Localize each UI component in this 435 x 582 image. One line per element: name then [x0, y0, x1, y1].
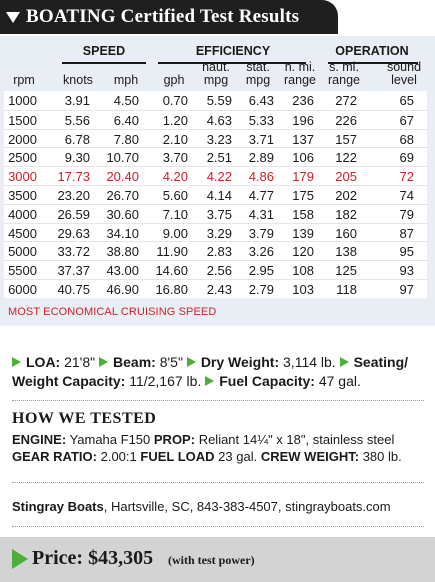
column-header-stat-mpg: stat. mpg: [245, 60, 271, 87]
cell-stat-mpg: 3.71: [248, 131, 274, 147]
arrow-right-icon: [12, 549, 28, 569]
fuel-load-label: FUEL LOAD: [140, 449, 215, 464]
cell-stat-mpg: 2.89: [248, 150, 274, 166]
cell-gph: 4.20: [162, 169, 188, 185]
builder-name: Stingray Boats: [12, 499, 104, 514]
how-we-tested-heading: HOW WE TESTED: [12, 410, 157, 427]
table-body: [4, 91, 427, 298]
cell-gph: 1.20: [162, 112, 188, 128]
table-row: [4, 166, 427, 185]
cell-rpm: 1500: [8, 112, 37, 128]
cell-smi-range: 205: [335, 169, 357, 185]
cell-smi-range: 125: [335, 263, 357, 279]
spec-seating-value: 11/2,167 lb.: [129, 373, 202, 389]
cell-gph: 7.10: [162, 206, 188, 222]
cell-smi-range: 202: [335, 188, 357, 203]
cell-knots: 29.63: [57, 225, 90, 241]
cell-mph: 34.10: [106, 225, 139, 241]
gear-ratio-value: 2.00:1: [100, 449, 137, 464]
price-label: Price: $43,305: [32, 547, 154, 569]
cell-gph: 11.90: [156, 244, 188, 260]
cell-gph: 3.70: [162, 150, 188, 166]
group-header-efficiency: EFFICIENCY: [195, 44, 271, 58]
cell-rpm: 5000: [8, 244, 37, 260]
cell-gph: 2.10: [162, 131, 188, 147]
cell-rpm: 1000: [8, 93, 37, 108]
cell-smi-range: 138: [335, 244, 357, 260]
cell-nmi-range: 139: [292, 225, 314, 241]
table-row: [4, 260, 427, 279]
cell-sound: 67: [399, 112, 414, 128]
cell-smi-range: 272: [335, 93, 357, 108]
cell-nmi-range: 137: [292, 131, 314, 147]
spec-dry-weight-value: 3,114 lb.: [283, 354, 336, 370]
cell-knots: 23.20: [57, 188, 90, 203]
cell-smi-range: 122: [335, 150, 357, 166]
column-header-naut-mpg: naut. mpg: [202, 60, 230, 87]
crew-weight-value: 380 lb.: [362, 449, 402, 464]
cell-sound: 79: [399, 206, 414, 222]
cell-smi-range: 160: [335, 225, 357, 241]
cell-gph: 14.60: [155, 263, 188, 279]
column-header-rpm: rpm: [13, 73, 35, 87]
divider: [12, 482, 424, 483]
engine-value: Yamaha F150: [69, 432, 151, 447]
cell-stat-mpg: 6.43: [248, 93, 274, 108]
cell-mph: 4.50: [113, 93, 139, 108]
cell-knots: 5.56: [64, 112, 90, 128]
cell-mph: 10.70: [106, 150, 139, 166]
arrow-right-icon: [205, 376, 214, 386]
cell-nmi-range: 175: [292, 188, 314, 203]
spec-loa-label: LOA:: [26, 354, 61, 370]
cell-nmi-range: 120: [292, 244, 314, 260]
column-header-knots: knots: [63, 73, 93, 87]
page-title: BOATING Certified Test Results: [26, 6, 300, 27]
cell-naut-mpg: 4.22: [206, 169, 232, 185]
specs-block: [12, 353, 422, 391]
table-row: [4, 185, 427, 204]
cell-naut-mpg: 2.56: [206, 263, 232, 279]
cell-nmi-range: 106: [292, 150, 314, 166]
cell-gph: 5.60: [162, 188, 188, 203]
cell-stat-mpg: 3.79: [248, 225, 274, 241]
table-row: [4, 129, 427, 148]
cell-knots: 33.72: [57, 244, 90, 260]
cell-nmi-range: 196: [292, 112, 314, 128]
cell-smi-range: 182: [335, 206, 357, 222]
cell-sound: 74: [399, 188, 414, 203]
cell-mph: 26.70: [106, 188, 139, 203]
spec-beam-label: Beam:: [113, 354, 156, 370]
cell-stat-mpg: 5.33: [248, 112, 274, 128]
cell-mph: 38.80: [106, 244, 139, 260]
price-note: (with test power): [168, 553, 255, 567]
cell-stat-mpg: 3.26: [248, 244, 274, 260]
spec-loa-value: 21'8": [64, 354, 96, 370]
cell-rpm: 2000: [8, 131, 37, 147]
divider: [12, 526, 424, 527]
cell-naut-mpg: 5.59: [206, 93, 232, 108]
cell-stat-mpg: 4.86: [248, 169, 274, 185]
group-rule-speed: [62, 62, 146, 64]
how-we-tested-body: [12, 431, 424, 465]
cell-sound: 69: [399, 150, 414, 166]
cell-naut-mpg: 4.63: [206, 112, 232, 128]
cell-knots: 3.91: [64, 93, 90, 108]
cell-sound: 87: [399, 225, 414, 241]
cell-naut-mpg: 3.75: [206, 206, 232, 222]
column-header-gph: gph: [163, 73, 185, 87]
cell-naut-mpg: 2.83: [206, 244, 232, 260]
cell-knots: 26.59: [57, 206, 90, 222]
table-row: [4, 279, 427, 298]
arrow-right-icon: [99, 357, 108, 367]
cell-gph: 9.00: [162, 225, 188, 241]
crew-weight-label: CREW WEIGHT:: [260, 449, 360, 464]
engine-label: ENGINE:: [12, 432, 67, 447]
cell-smi-range: 118: [336, 282, 357, 297]
cell-stat-mpg: 2.79: [248, 282, 274, 297]
cell-mph: 20.40: [106, 169, 139, 185]
table-row: [4, 241, 427, 260]
arrow-right-icon: [340, 357, 349, 367]
cell-nmi-range: 236: [292, 93, 314, 108]
cell-sound: 95: [399, 244, 414, 260]
spec-seating-label: Seating/ Weight Capacity:: [12, 354, 409, 389]
cell-stat-mpg: 4.77: [248, 188, 274, 203]
cell-rpm: 4000: [8, 206, 37, 222]
prop-value: Reliant 14¼" x 18", stainless steel: [198, 432, 395, 447]
divider: [12, 400, 424, 401]
cell-naut-mpg: 2.51: [206, 150, 232, 166]
cell-knots: 17.73: [57, 169, 90, 185]
cell-sound: 97: [399, 282, 414, 297]
cell-sound: 93: [399, 263, 414, 279]
arrow-right-icon: [12, 357, 21, 367]
cell-nmi-range: 179: [292, 169, 314, 185]
spec-fuel-value: 47 gal.: [318, 373, 361, 389]
cell-mph: 46.90: [106, 282, 139, 297]
column-header-sound-level: sound level: [386, 60, 422, 87]
table-row: [4, 91, 427, 110]
test-results-table: [0, 36, 435, 326]
cell-naut-mpg: 3.29: [206, 225, 232, 241]
cell-smi-range: 226: [335, 112, 357, 128]
cell-smi-range: 157: [335, 131, 357, 147]
spec-fuel-label: Fuel Capacity:: [219, 373, 315, 389]
cell-stat-mpg: 4.31: [248, 206, 274, 222]
cell-knots: 6.78: [64, 131, 90, 147]
cell-stat-mpg: 2.95: [248, 263, 274, 279]
cell-mph: 6.40: [113, 112, 139, 128]
fuel-load-value: 23 gal.: [218, 449, 258, 464]
gear-ratio-label: GEAR RATIO:: [12, 449, 97, 464]
cell-rpm: 3000: [8, 169, 37, 185]
column-header-smi-range: s. mi. range: [328, 60, 360, 87]
prop-label: PROP:: [153, 432, 196, 447]
group-header-operation: OPERATION: [335, 44, 409, 58]
cell-knots: 9.30: [64, 150, 90, 166]
cell-knots: 40.75: [57, 282, 90, 297]
column-header-nmi-range: n. mi. range: [284, 60, 316, 87]
cell-rpm: 2500: [8, 150, 37, 166]
cell-knots: 37.37: [57, 263, 90, 279]
table-row: [4, 147, 427, 166]
cell-rpm: 4500: [8, 225, 37, 241]
footnote: MOST ECONOMICAL CRUISING SPEED: [8, 306, 217, 318]
cell-mph: 43.00: [106, 263, 139, 279]
triangle-down-icon: [6, 12, 20, 23]
cell-rpm: 5500: [8, 263, 37, 279]
table-row: [4, 223, 427, 242]
cell-sound: 65: [399, 93, 414, 108]
cell-sound: 68: [399, 131, 414, 147]
cell-naut-mpg: 2.43: [206, 282, 232, 297]
arrow-right-icon: [187, 357, 196, 367]
cell-nmi-range: 103: [292, 282, 314, 297]
cell-gph: 16.80: [155, 282, 188, 297]
cell-mph: 30.60: [106, 206, 139, 222]
builder-info: [12, 499, 391, 514]
title-bar: [0, 0, 338, 34]
column-header-mph: mph: [113, 73, 139, 87]
cell-naut-mpg: 3.23: [206, 131, 232, 147]
cell-nmi-range: 158: [292, 206, 314, 222]
cell-rpm: 6000: [8, 282, 37, 297]
spec-beam-value: 8'5": [159, 354, 183, 370]
cell-rpm: 3500: [8, 188, 37, 203]
spec-dry-weight-label: Dry Weight:: [200, 354, 280, 370]
table-row: [4, 110, 427, 129]
cell-nmi-range: 108: [292, 263, 314, 279]
table-row: [4, 204, 427, 223]
cell-sound: 72: [399, 169, 414, 185]
cell-gph: 0.70: [162, 93, 188, 108]
builder-details: , Hartsville, SC, 843-383-4507, stingrayboats.com: [103, 499, 391, 514]
cell-mph: 7.80: [113, 131, 139, 147]
price-bar: [0, 537, 435, 582]
cell-naut-mpg: 4.14: [206, 188, 232, 203]
group-header-speed: SPEED: [82, 44, 126, 58]
